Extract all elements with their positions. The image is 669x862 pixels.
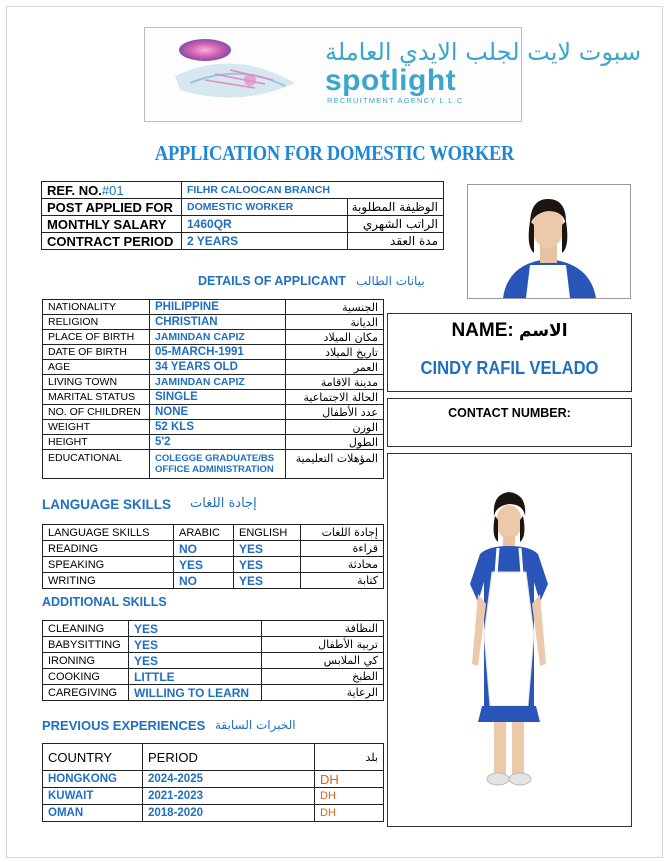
cleaning-value: YES [129, 621, 262, 637]
additional-skills-heading: ADDITIONAL SKILLS [42, 595, 167, 609]
experience-period: 2024-2025 [143, 771, 315, 788]
caregiving-label: CAREGIVING [43, 685, 129, 701]
marital-status-arabic: الحالة الاجتماعية [286, 390, 384, 405]
experience-heading: PREVIOUS EXPERIENCES [42, 718, 206, 733]
marital-status-label: MARITAL STATUS [43, 390, 150, 405]
table-row [43, 669, 384, 685]
writing-english-value: YES [234, 573, 301, 589]
language-header-arabic: إجادة اللغات [301, 525, 384, 541]
babysitting-arabic: تربية الأطفال [262, 637, 384, 653]
cleaning-label: CLEANING [43, 621, 129, 637]
reading-english-value: YES [234, 541, 301, 557]
salary-label: MONTHLY SALARY [42, 216, 182, 233]
country-header-arabic: بلد [315, 744, 384, 771]
education-label: EDUCATIONAL [43, 450, 150, 479]
age-arabic: العمر [286, 360, 384, 375]
agency-logo [144, 27, 642, 122]
table-row [42, 216, 444, 233]
experience-period: 2021-2023 [143, 788, 315, 805]
arabic-column-header: ARABIC [174, 525, 234, 541]
caregiving-arabic: الرعاية [262, 685, 384, 701]
contract-period-label: CONTRACT PERIOD [42, 233, 182, 250]
salary-value: 1460QR [182, 216, 348, 233]
ref-no-label: REF. NO.#01 [42, 182, 182, 199]
date-of-birth-arabic: تاريخ الميلاد [286, 345, 384, 360]
speaking-english-value: YES [234, 557, 301, 573]
table-row [43, 450, 384, 479]
table-row [43, 788, 384, 805]
table-row [43, 557, 384, 573]
experience-table [42, 743, 384, 822]
nationality-label: NATIONALITY [43, 300, 150, 315]
place-of-birth-label: PLACE OF BIRTH [43, 330, 150, 345]
living-town-label: LIVING TOWN [43, 375, 150, 390]
contract-period-arabic: مدة العقد [348, 233, 444, 250]
date-of-birth-value: 05-MARCH-1991 [150, 345, 286, 360]
full-body-photo [387, 453, 632, 827]
contact-box [387, 398, 632, 447]
children-arabic: عدد الأطفال [286, 405, 384, 420]
headshot-photo [467, 184, 631, 299]
logo-brand-name: spotlight [325, 64, 457, 97]
reference-table [41, 181, 444, 250]
height-label: HEIGHT [43, 435, 150, 450]
religion-label: RELIGION [43, 315, 150, 330]
table-row [43, 744, 384, 771]
speaking-arabic-label: محادثة [301, 557, 384, 573]
country-header: COUNTRY [43, 744, 143, 771]
headshot-figure [468, 185, 630, 298]
children-value: NONE [150, 405, 286, 420]
ironing-label: IRONING [43, 653, 129, 669]
table-row [43, 300, 384, 315]
salary-arabic: الراتب الشهري [348, 216, 444, 233]
reading-label: READING [43, 541, 174, 557]
date-of-birth-label: DATE OF BIRTH [43, 345, 150, 360]
education-value: COLEGGE GRADUATE/BS OFFICE ADMINISTRATION [150, 450, 286, 479]
table-row [43, 405, 384, 420]
experience-note: DH [315, 788, 384, 805]
experience-period: 2018-2020 [143, 805, 315, 822]
full-body-figure [388, 454, 631, 826]
caregiving-value: WILLING TO LEARN [129, 685, 262, 701]
details-heading-arabic: بيانات الطالب [356, 274, 425, 288]
age-label: AGE [43, 360, 150, 375]
table-row [43, 525, 384, 541]
post-applied-label: POST APPLIED FOR [42, 199, 182, 216]
nationality-arabic: الجنسية [286, 300, 384, 315]
height-value: 5'2 [150, 435, 286, 450]
logo-arabic-text: سبوت لايت لجلب الايدي العاملة [325, 38, 642, 66]
table-row [43, 621, 384, 637]
experience-heading-arabic: الخبرات السابقة [215, 718, 296, 732]
contract-period-value: 2 YEARS [182, 233, 348, 250]
table-row [43, 805, 384, 822]
weight-arabic: الوزن [286, 420, 384, 435]
table-row [42, 182, 444, 199]
language-heading-arabic: إجادة اللغات [190, 496, 257, 511]
document-title: APPLICATION FOR DOMESTIC WORKER [154, 141, 515, 165]
table-row [43, 637, 384, 653]
logo-subtitle: RECRUITMENT AGENCY L.L.C [327, 96, 464, 105]
experience-country: KUWAIT [43, 788, 143, 805]
name-box [387, 313, 632, 392]
age-value: 34 YEARS OLD [150, 360, 286, 375]
applicant-name: CINDY RAFIL VELADO [420, 358, 599, 378]
table-row [43, 541, 384, 557]
table-row [43, 315, 384, 330]
table-row [43, 330, 384, 345]
writing-arabic-value: NO [174, 573, 234, 589]
post-applied-value: DOMESTIC WORKER [182, 199, 348, 216]
additional-skills-table [42, 620, 384, 701]
table-row [42, 199, 444, 216]
language-heading: LANGUAGE SKILLS [42, 497, 172, 512]
table-row [43, 653, 384, 669]
table-row [43, 390, 384, 405]
place-of-birth-arabic: مكان الميلاد [286, 330, 384, 345]
living-town-arabic: مدينة الاقامة [286, 375, 384, 390]
table-row [43, 420, 384, 435]
table-row [43, 360, 384, 375]
table-row [43, 771, 384, 788]
period-header: PERIOD [143, 744, 315, 771]
speaking-label: SPEAKING [43, 557, 174, 573]
experience-country: HONGKONG [43, 771, 143, 788]
babysitting-value: YES [129, 637, 262, 653]
living-town-value: JAMINDAN CAPIZ [150, 375, 286, 390]
table-row [43, 685, 384, 701]
marital-status-value: SINGLE [150, 390, 286, 405]
cleaning-arabic: النظافة [262, 621, 384, 637]
table-row [43, 375, 384, 390]
details-heading: DETAILS OF APPLICANT [198, 274, 346, 288]
ironing-value: YES [129, 653, 262, 669]
education-arabic: المؤهلات التعليمية [286, 450, 384, 479]
language-skills-table [42, 524, 384, 589]
table-row [43, 345, 384, 360]
language-header-label: LANGUAGE SKILLS [43, 525, 174, 541]
nationality-value: PHILIPPINE [150, 300, 286, 315]
branch-value: FILHR CALOOCAN BRANCH [182, 182, 444, 199]
cooking-label: COOKING [43, 669, 129, 685]
reading-arabic-value: NO [174, 541, 234, 557]
cooking-value: LITTLE [129, 669, 262, 685]
name-label: NAME: الاسم [451, 320, 568, 341]
table-row [43, 435, 384, 450]
writing-arabic-label: كتابة [301, 573, 384, 589]
reading-arabic-label: قراءة [301, 541, 384, 557]
religion-value: CHRISTIAN [150, 315, 286, 330]
applicant-details-table [42, 299, 384, 479]
table-row [42, 233, 444, 250]
experience-country: OMAN [43, 805, 143, 822]
children-label: NO. OF CHILDREN [43, 405, 150, 420]
height-arabic: الطول [286, 435, 384, 450]
cooking-arabic: الطبخ [262, 669, 384, 685]
weight-value: 52 KLS [150, 420, 286, 435]
experience-note: DH [315, 771, 384, 788]
babysitting-label: BABYSITTING [43, 637, 129, 653]
table-row [43, 573, 384, 589]
experience-note: DH [315, 805, 384, 822]
speaking-arabic-value: YES [174, 557, 234, 573]
religion-arabic: الديانة [286, 315, 384, 330]
english-column-header: ENGLISH [234, 525, 301, 541]
weight-label: WEIGHT [43, 420, 150, 435]
post-applied-arabic: الوظيفة المطلوبة [348, 199, 444, 216]
contact-number-label: CONTACT NUMBER: [448, 406, 571, 420]
ironing-arabic: كي الملابس [262, 653, 384, 669]
place-of-birth-value: JAMINDAN CAPIZ [150, 330, 286, 345]
writing-label: WRITING [43, 573, 174, 589]
